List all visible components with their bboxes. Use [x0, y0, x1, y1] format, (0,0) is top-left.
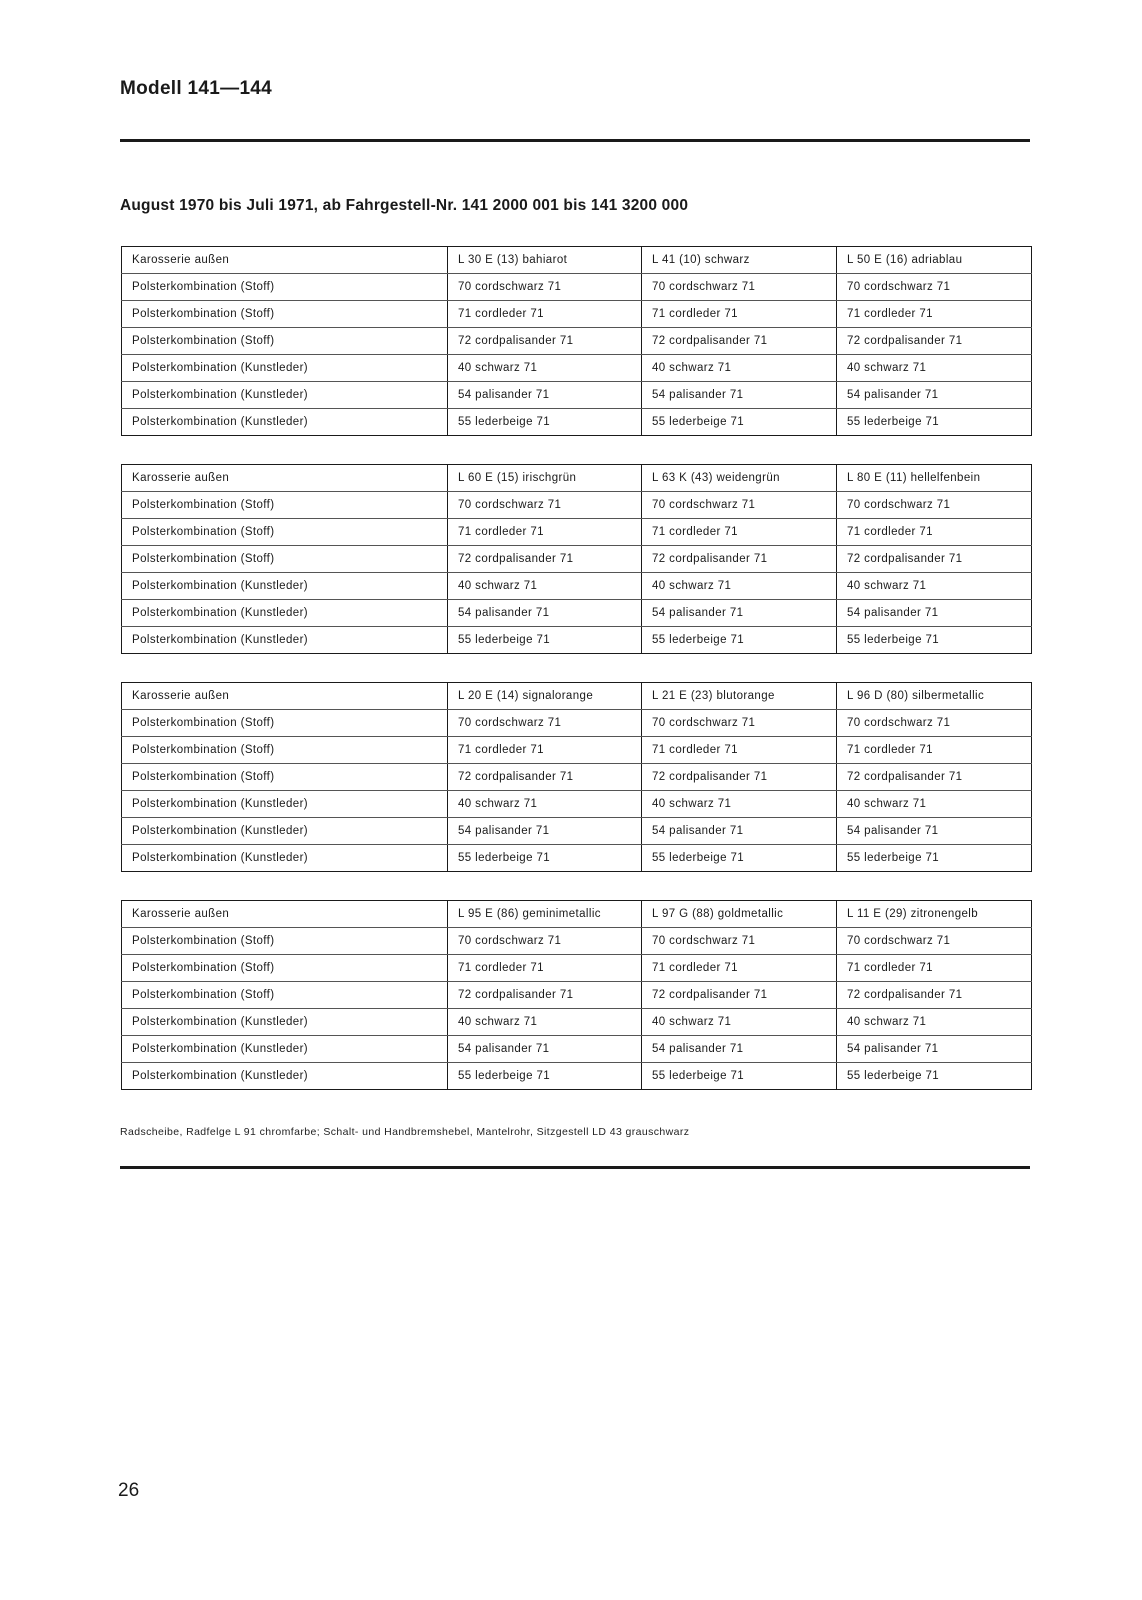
upholstery-cell: 54 palisander 71 [642, 600, 837, 627]
upholstery-cell: 55 lederbeige 71 [448, 627, 642, 654]
table-row [122, 845, 1032, 872]
upholstery-cell: 72 cordpalisander 71 [642, 982, 837, 1009]
paint-color-cell: L 30 E (13) bahiarot [448, 247, 642, 274]
upholstery-cell: 72 cordpalisander 71 [642, 328, 837, 355]
table-row [122, 328, 1032, 355]
upholstery-cell: 70 cordschwarz 71 [642, 710, 837, 737]
table-row [122, 627, 1032, 654]
upholstery-cell: 70 cordschwarz 71 [837, 274, 1032, 301]
row-label-cell: Polsterkombination (Kunstleder) [122, 845, 448, 872]
table-header-row [122, 901, 1032, 928]
upholstery-cell: 72 cordpalisander 71 [837, 328, 1032, 355]
paint-color-cell: L 95 E (86) geminimetallic [448, 901, 642, 928]
upholstery-cell: 54 palisander 71 [642, 382, 837, 409]
table-header-row [122, 683, 1032, 710]
upholstery-cell: 54 palisander 71 [642, 1036, 837, 1063]
row-label-cell: Polsterkombination (Stoff) [122, 737, 448, 764]
upholstery-cell: 40 schwarz 71 [837, 573, 1032, 600]
paint-color-cell: L 20 E (14) signalorange [448, 683, 642, 710]
upholstery-cell: 40 schwarz 71 [448, 791, 642, 818]
upholstery-cell: 70 cordschwarz 71 [642, 492, 837, 519]
upholstery-cell: 71 cordleder 71 [642, 737, 837, 764]
upholstery-cell: 71 cordleder 71 [642, 301, 837, 328]
paint-color-cell: L 96 D (80) silbermetallic [837, 683, 1032, 710]
row-label-cell: Polsterkombination (Stoff) [122, 955, 448, 982]
paint-color-cell: L 21 E (23) blutorange [642, 683, 837, 710]
table-row [122, 1009, 1032, 1036]
upholstery-cell: 54 palisander 71 [448, 818, 642, 845]
table-row [122, 737, 1032, 764]
page-title: Modell 141—144 [120, 78, 273, 99]
upholstery-cell: 70 cordschwarz 71 [448, 710, 642, 737]
upholstery-cell: 55 lederbeige 71 [642, 409, 837, 436]
upholstery-cell: 71 cordleder 71 [837, 737, 1032, 764]
color-table [121, 246, 1032, 436]
row-label-cell: Polsterkombination (Stoff) [122, 710, 448, 737]
upholstery-cell: 71 cordleder 71 [642, 519, 837, 546]
upholstery-cell: 71 cordleder 71 [837, 519, 1032, 546]
upholstery-cell: 72 cordpalisander 71 [448, 764, 642, 791]
row-label-cell: Karosserie außen [122, 683, 448, 710]
upholstery-cell: 54 palisander 71 [837, 818, 1032, 845]
upholstery-cell: 70 cordschwarz 71 [837, 710, 1032, 737]
bottom-rule [120, 1166, 1030, 1169]
upholstery-cell: 54 palisander 71 [448, 382, 642, 409]
paint-color-cell: L 50 E (16) adriablau [837, 247, 1032, 274]
table-row [122, 1063, 1032, 1090]
upholstery-cell: 70 cordschwarz 71 [642, 928, 837, 955]
color-table [121, 900, 1032, 1090]
upholstery-cell: 55 lederbeige 71 [448, 845, 642, 872]
row-label-cell: Polsterkombination (Stoff) [122, 546, 448, 573]
row-label-cell: Polsterkombination (Stoff) [122, 328, 448, 355]
upholstery-cell: 71 cordleder 71 [448, 737, 642, 764]
row-label-cell: Polsterkombination (Kunstleder) [122, 573, 448, 600]
row-label-cell: Polsterkombination (Stoff) [122, 274, 448, 301]
upholstery-cell: 72 cordpalisander 71 [448, 546, 642, 573]
upholstery-cell: 54 palisander 71 [837, 1036, 1032, 1063]
upholstery-cell: 55 lederbeige 71 [642, 627, 837, 654]
upholstery-cell: 70 cordschwarz 71 [837, 492, 1032, 519]
paint-color-cell: L 11 E (29) zitronengelb [837, 901, 1032, 928]
upholstery-cell: 72 cordpalisander 71 [837, 546, 1032, 573]
upholstery-cell: 40 schwarz 71 [837, 791, 1032, 818]
upholstery-cell: 40 schwarz 71 [448, 1009, 642, 1036]
page-number: 26 [118, 1480, 140, 1501]
upholstery-cell: 40 schwarz 71 [642, 791, 837, 818]
upholstery-cell: 72 cordpalisander 71 [642, 764, 837, 791]
upholstery-cell: 54 palisander 71 [448, 1036, 642, 1063]
color-tables [121, 246, 1031, 1118]
row-label-cell: Polsterkombination (Kunstleder) [122, 1036, 448, 1063]
table-row [122, 301, 1032, 328]
table-row [122, 710, 1032, 737]
upholstery-cell: 72 cordpalisander 71 [837, 764, 1032, 791]
upholstery-cell: 55 lederbeige 71 [642, 1063, 837, 1090]
upholstery-cell: 71 cordleder 71 [837, 955, 1032, 982]
row-label-cell: Polsterkombination (Stoff) [122, 519, 448, 546]
upholstery-cell: 70 cordschwarz 71 [448, 928, 642, 955]
upholstery-cell: 40 schwarz 71 [448, 573, 642, 600]
upholstery-cell: 72 cordpalisander 71 [448, 328, 642, 355]
row-label-cell: Karosserie außen [122, 465, 448, 492]
row-label-cell: Polsterkombination (Stoff) [122, 982, 448, 1009]
table-row [122, 928, 1032, 955]
table-row [122, 1036, 1032, 1063]
row-label-cell: Polsterkombination (Stoff) [122, 301, 448, 328]
footnote: Radscheibe, Radfelge L 91 chromfarbe; Schalt- und Handbremshebel, Mantelrohr, Sitzgestell LD 43 grauschwarz [120, 1126, 690, 1138]
top-rule [120, 139, 1030, 142]
table-row [122, 355, 1032, 382]
row-label-cell: Polsterkombination (Stoff) [122, 928, 448, 955]
upholstery-cell: 55 lederbeige 71 [642, 845, 837, 872]
table-row [122, 818, 1032, 845]
upholstery-cell: 54 palisander 71 [642, 818, 837, 845]
table-row [122, 982, 1032, 1009]
table-row [122, 600, 1032, 627]
row-label-cell: Karosserie außen [122, 247, 448, 274]
upholstery-cell: 71 cordleder 71 [837, 301, 1032, 328]
upholstery-cell: 71 cordleder 71 [448, 955, 642, 982]
upholstery-cell: 72 cordpalisander 71 [448, 982, 642, 1009]
row-label-cell: Polsterkombination (Kunstleder) [122, 791, 448, 818]
table-row [122, 546, 1032, 573]
upholstery-cell: 54 palisander 71 [837, 382, 1032, 409]
upholstery-cell: 72 cordpalisander 71 [642, 546, 837, 573]
upholstery-cell: 71 cordleder 71 [642, 955, 837, 982]
row-label-cell: Polsterkombination (Kunstleder) [122, 382, 448, 409]
upholstery-cell: 55 lederbeige 71 [847, 634, 940, 646]
paint-color-cell: L 60 E (15) irischgrün [448, 465, 642, 492]
paint-color-cell: L 63 K (43) weidengrün [642, 465, 837, 492]
table-row [122, 409, 1032, 436]
upholstery-cell: 55 lederbeige 71 [448, 1063, 642, 1090]
table-row [122, 573, 1032, 600]
row-label-cell: Polsterkombination (Kunstleder) [122, 600, 448, 627]
upholstery-cell: 71 cordleder 71 [448, 301, 642, 328]
row-label-cell: Polsterkombination (Stoff) [122, 764, 448, 791]
upholstery-cell: 40 schwarz 71 [837, 1009, 1032, 1036]
row-label-cell: Polsterkombination (Kunstleder) [122, 409, 448, 436]
upholstery-cell: 54 palisander 71 [837, 600, 1032, 627]
upholstery-cell: 70 cordschwarz 71 [642, 274, 837, 301]
paint-color-cell: L 41 (10) schwarz [642, 247, 837, 274]
table-row [122, 764, 1032, 791]
upholstery-cell: 55 lederbeige 71 [847, 852, 940, 864]
upholstery-cell: 72 cordpalisander 71 [837, 982, 1032, 1009]
upholstery-cell: 40 schwarz 71 [642, 573, 837, 600]
table-row [122, 791, 1032, 818]
upholstery-cell: 71 cordleder 71 [448, 519, 642, 546]
paint-color-cell: L 97 G (88) goldmetallic [642, 901, 837, 928]
upholstery-cell: 55 lederbeige 71 [448, 409, 642, 436]
table-row [122, 492, 1032, 519]
row-label-cell: Polsterkombination (Kunstleder) [122, 355, 448, 382]
paint-color-cell: L 80 E (11) hellelfenbein [837, 465, 1032, 492]
upholstery-cell: 40 schwarz 71 [642, 355, 837, 382]
upholstery-cell: 55 lederbeige 71 [847, 416, 940, 428]
color-table [121, 682, 1032, 872]
row-label-cell: Karosserie außen [122, 901, 448, 928]
upholstery-cell: 40 schwarz 71 [642, 1009, 837, 1036]
table-header-row [122, 247, 1032, 274]
upholstery-cell: 40 schwarz 71 [837, 355, 1032, 382]
upholstery-cell: 55 lederbeige 71 [847, 1070, 940, 1082]
table-row [122, 955, 1032, 982]
upholstery-cell: 70 cordschwarz 71 [448, 274, 642, 301]
color-table [121, 464, 1032, 654]
table-row [122, 519, 1032, 546]
row-label-cell: Polsterkombination (Kunstleder) [122, 1063, 448, 1090]
upholstery-cell: 70 cordschwarz 71 [448, 492, 642, 519]
row-label-cell: Polsterkombination (Kunstleder) [122, 627, 448, 654]
table-row [122, 382, 1032, 409]
upholstery-cell: 54 palisander 71 [448, 600, 642, 627]
period-subtitle: August 1970 bis Juli 1971, ab Fahrgestell-Nr. 141 2000 001 bis 141 3200 000 [120, 197, 689, 214]
row-label-cell: Polsterkombination (Kunstleder) [122, 818, 448, 845]
upholstery-cell: 40 schwarz 71 [448, 355, 642, 382]
upholstery-cell: 70 cordschwarz 71 [837, 928, 1032, 955]
row-label-cell: Polsterkombination (Kunstleder) [122, 1009, 448, 1036]
table-header-row [122, 465, 1032, 492]
table-row [122, 274, 1032, 301]
row-label-cell: Polsterkombination (Stoff) [122, 492, 448, 519]
